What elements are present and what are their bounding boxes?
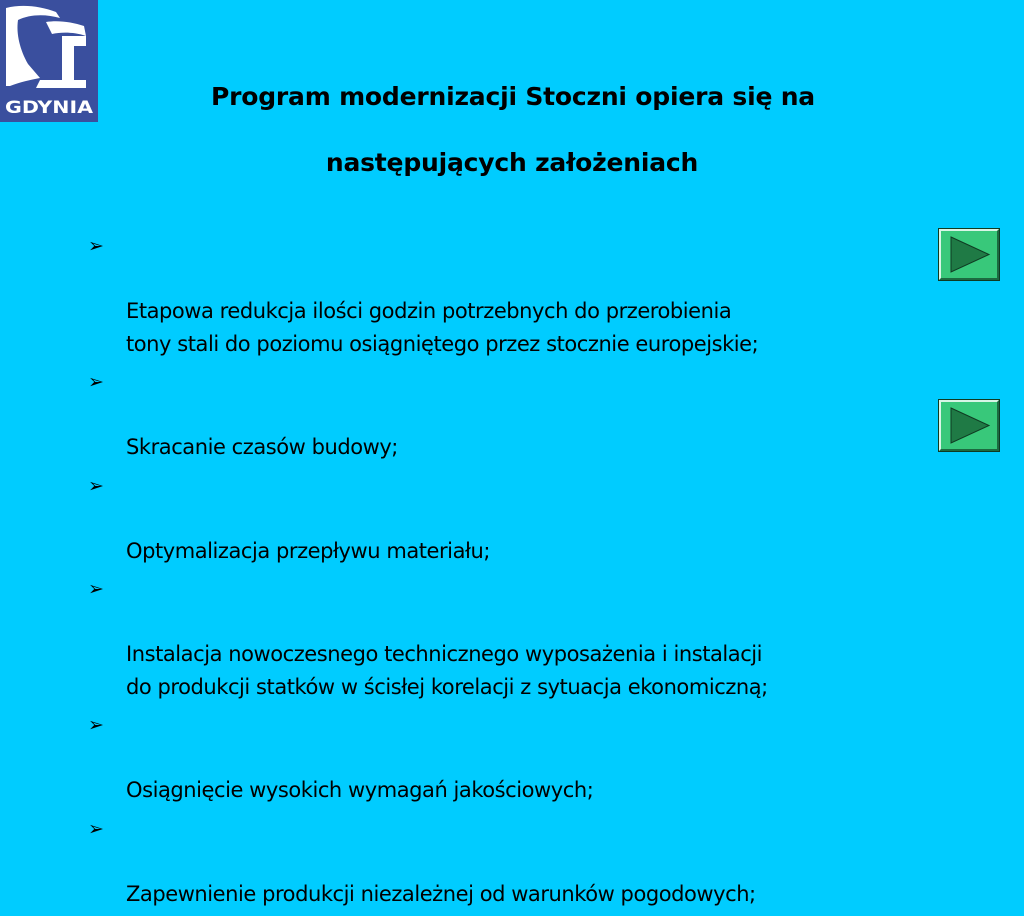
bullet-item xyxy=(88,573,948,703)
play-icon xyxy=(941,231,997,278)
slide-title-line-1: Program modernizacji Stoczni opiera się na xyxy=(211,82,815,111)
arrow-bullet-icon: ➢ xyxy=(88,235,104,257)
bullet-item xyxy=(88,366,948,464)
arrow-bullet-icon: ➢ xyxy=(88,371,104,393)
bullet-item xyxy=(88,813,948,911)
bullet-item xyxy=(88,230,948,360)
logo-text: GDYNIA xyxy=(5,98,95,118)
bullet-list xyxy=(88,230,948,916)
bullet-item xyxy=(88,709,948,807)
bullet-text: Instalacja nowoczesnego technicznego wyposażenia i instalacji do produkcji statków w ścisłej korelacji z sytuacja ekonomiczną; xyxy=(126,642,768,699)
bullet-text: Etapowa redukcja ilości godzin potrzebnych do przerobienia tony stali do poziomu osiągniętego przez stocznie europejskie; xyxy=(126,299,759,356)
play-icon xyxy=(941,402,997,449)
bullet-text: Skracanie czasów budowy; xyxy=(126,435,398,459)
bullet-text: Optymalizacja przepływu materiału; xyxy=(126,538,490,563)
bullet-text: Osiągnięcie wysokich wymagań jakościowych; xyxy=(126,778,594,802)
arrow-bullet-icon: ➢ xyxy=(88,714,104,736)
play-button-2[interactable] xyxy=(939,400,999,451)
slide-title-line-2: następujących założeniach xyxy=(325,148,699,177)
bullet-item xyxy=(88,470,948,568)
arrow-bullet-icon: ➢ xyxy=(88,817,104,840)
play-button-1[interactable] xyxy=(939,229,999,280)
arrow-bullet-icon: ➢ xyxy=(88,578,104,600)
bullet-text: Zapewnienie produkcji niezależnej od warunków pogodowych; xyxy=(126,881,756,906)
arrow-bullet-icon: ➢ xyxy=(88,474,104,497)
